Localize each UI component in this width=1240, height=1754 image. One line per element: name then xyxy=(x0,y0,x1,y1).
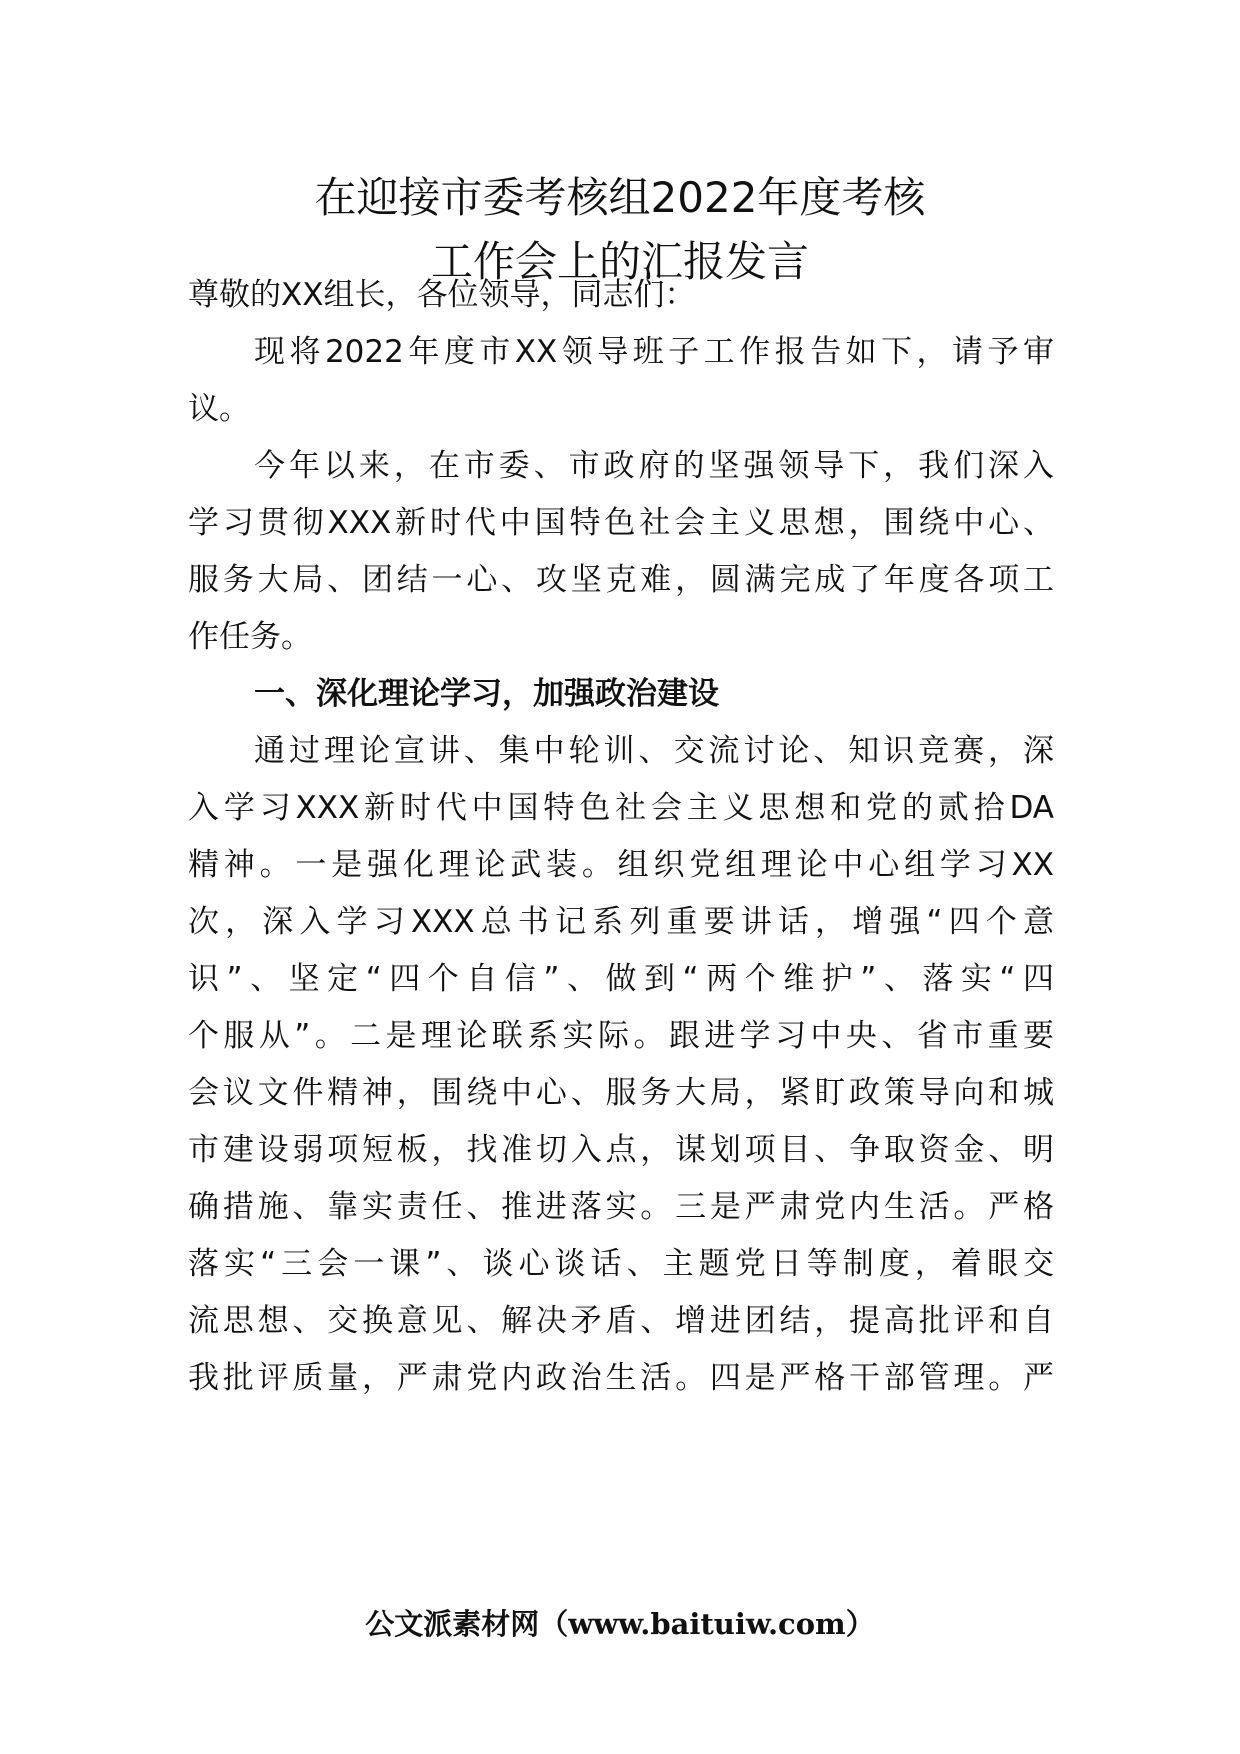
body-line: 现将2022年度市XX领导班子工作报告如下，请予审 xyxy=(254,334,1054,370)
body-line: 议。 xyxy=(188,391,250,427)
body-line: 流思想、交换意见、解决矛盾、增进团结，提高批评和自 xyxy=(188,1303,1054,1339)
body-line: 次，深入学习XXX总书记系列重要讲话，增强“四个意 xyxy=(188,904,1054,940)
section-heading: 一、深化理论学习，加强政治建设 xyxy=(254,676,719,712)
body-line: 我批评质量，严肃党内政治生活。四是严格干部管理。严 xyxy=(188,1360,1054,1396)
body-line: 个服从”。二是理论联系实际。跟进学习中央、省市重要 xyxy=(188,1018,1054,1054)
body-line: 作任务。 xyxy=(188,619,312,655)
body-line: 通过理论宣讲、集中轮训、交流讨论、知识竞赛，深 xyxy=(254,733,1054,769)
page-footer: 公文派素材网（www.baituiw.com） xyxy=(365,1607,875,1641)
body-line: 市建设弱项短板，找准切入点，谋划项目、争取资金、明 xyxy=(188,1132,1054,1168)
body-line: 确措施、靠实责任、推进落实。三是严肃党内生活。严格 xyxy=(188,1189,1054,1225)
body-line: 会议文件精神，围绕中心、服务大局，紧盯政策导向和城 xyxy=(188,1075,1054,1111)
body-line: 精神。一是强化理论武装。组织党组理论中心组学习XX xyxy=(188,847,1054,883)
document-title-line-1: 在迎接市委考核组2022年度考核 xyxy=(314,173,926,222)
body-line: 识”、坚定“四个自信”、做到“两个维护”、落实“四 xyxy=(188,961,1054,997)
document-title-line-2: 工作会上的汇报发言 xyxy=(430,237,809,286)
body-line: 入学习XXX新时代中国特色社会主义思想和党的贰拾DA xyxy=(188,790,1054,826)
body-line: 学习贯彻XXX新时代中国特色社会主义思想，围绕中心、 xyxy=(188,505,1054,541)
body-line: 服务大局、团结一心、攻坚克难，圆满完成了年度各项工 xyxy=(188,562,1054,598)
body-line: 落实“三会一课”、谈心谈话、主题党日等制度，着眼交 xyxy=(188,1246,1054,1282)
salutation: 尊敬的XX组长，各位领导，同志们： xyxy=(188,277,696,313)
body-line: 今年以来，在市委、市政府的坚强领导下，我们深入 xyxy=(254,448,1054,484)
